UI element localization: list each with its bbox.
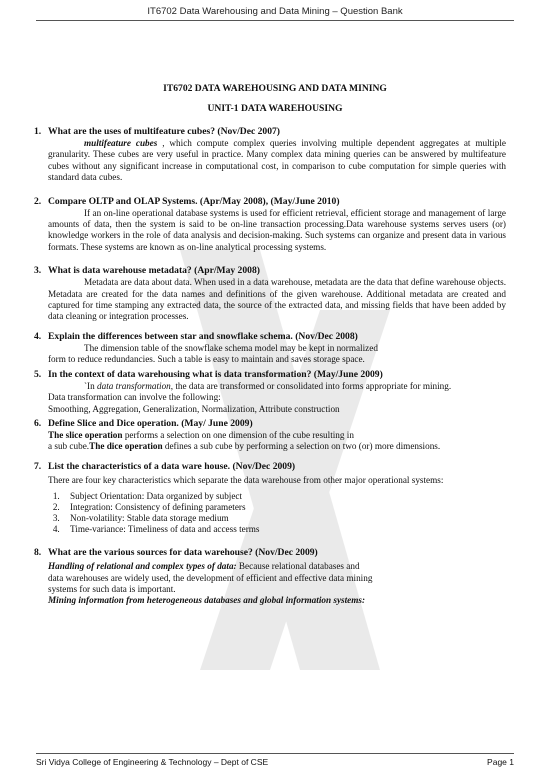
answer-2: If an on-line operational database systems is used for efficient retrieval, efficient storage and management of large amounts of data, then the system is said to be on-line transaction processing.Data warehouse systems serves users (or) knowledge workers in the role of data analysis and decision-making. Such systems can organize and present data in various formats. These systems are known as on-line analytical processing systems. [48, 207, 506, 252]
answer-6-line-1: The slice operation performs a selection on one dimension of the cube resulting in [48, 429, 354, 440]
answer-8-line-1: Handling of relational and complex types of data: Because relational databases and [48, 561, 360, 572]
document-title: IT6702 DATA WAREHOUSING AND DATA MINING [163, 83, 387, 94]
question-6: 6. Define Slice and Dice operation. (May/ June 2009) [34, 417, 253, 429]
list-item: 3. Non-volatility: Stable data storage medium [62, 513, 506, 524]
page-footer [36, 753, 514, 767]
question-2: 2. Compare OLTP and OLAP Systems. (Apr/May 2008), (May/June 2010) [34, 195, 340, 207]
answer-8-line-3: systems for such data is important. [48, 583, 176, 594]
list-item: 1. Subject Orientation: Data organized by subject [62, 491, 506, 502]
answer-7: There are four key characteristics which separate the data warehouse from other major operational systems: [48, 474, 444, 485]
question-1: 1. What are the uses of multifeature cubes? (Nov/Dec 2007) [34, 126, 280, 137]
question-7: 7. List the characteristics of a data ware house. (Nov/Dec 2009) [34, 460, 296, 472]
answer-8-line-4: Mining information from heterogeneous databases and global information systems: [48, 595, 366, 606]
answer-4-line-2: form to reduce redundancies. Such a table is easy to maintain and saves storage space. [48, 354, 365, 365]
question-4: 4. Explain the differences between star and snowflake schema. (Nov/Dec 2008) [34, 330, 358, 342]
answer-5-line-3: Smoothing, Aggregation, Generalization, Normalization, Attribute construction [48, 403, 340, 414]
unit-title: UNIT-1 DATA WAREHOUSING [207, 103, 343, 114]
answer-1: multifeature cubes , which compute complex queries involving multiple dependent aggregates at multiple granularity. These cubes are very useful in practice. Many complex data mining queries can be answered by multifeature cubes without any significant increase in computational cost, in comparison to cube computation for simple queries with standard data cubes. [48, 138, 506, 183]
question-8: 8. What are the various sources for data warehouse? (Nov/Dec 2009) [34, 547, 318, 559]
page-header: IT6702 Data Warehousing and Data Mining – Question Bank [147, 6, 403, 17]
list-item: 4. Time-variance: Timeliness of data and access terms [62, 524, 506, 535]
characteristics-list [48, 491, 506, 535]
footer-page-number: Page 1 [487, 757, 514, 767]
header-rule [36, 20, 514, 21]
question-list [34, 126, 506, 607]
answer-6-line-2: a sub cube.The dice operation defines a sub cube by performing a selection on two (or) more dimensions. [48, 441, 441, 452]
answer-4-line-1: The dimension table of the snowflake schema model may be kept in normalized [84, 342, 378, 353]
answer-5-line-1: `In data transformation, the data are transformed or consolidated into forms appropriate for mining. [84, 380, 452, 391]
answer-5-line-2: Data transformation can involve the following: [48, 392, 221, 403]
question-5: 5. In the context of data warehousing what is data transformation? (May/June 2009) [34, 368, 383, 380]
answer-8-line-2: data warehouses are widely used, the development of efficient and effective data mining [48, 572, 373, 583]
list-item: 2. Integration: Consistency of defining parameters [62, 502, 506, 513]
answer-3: Metadata are data about data. When used in a data warehouse, metadata are the data that define warehouse objects. Metadata are created for the data names and definitions of the given warehouse. Additional metadata are created and captured for time stamping any extracted data, the source of the extracted data, and missing fields that have been added by data cleaning or integration processes. [48, 277, 507, 322]
footer-college: Sri Vidya College of Engineering & Technology – Dept of CSE [36, 757, 269, 767]
question-3: 3. What is data warehouse metadata? (Apr/May 2008) [34, 265, 260, 277]
